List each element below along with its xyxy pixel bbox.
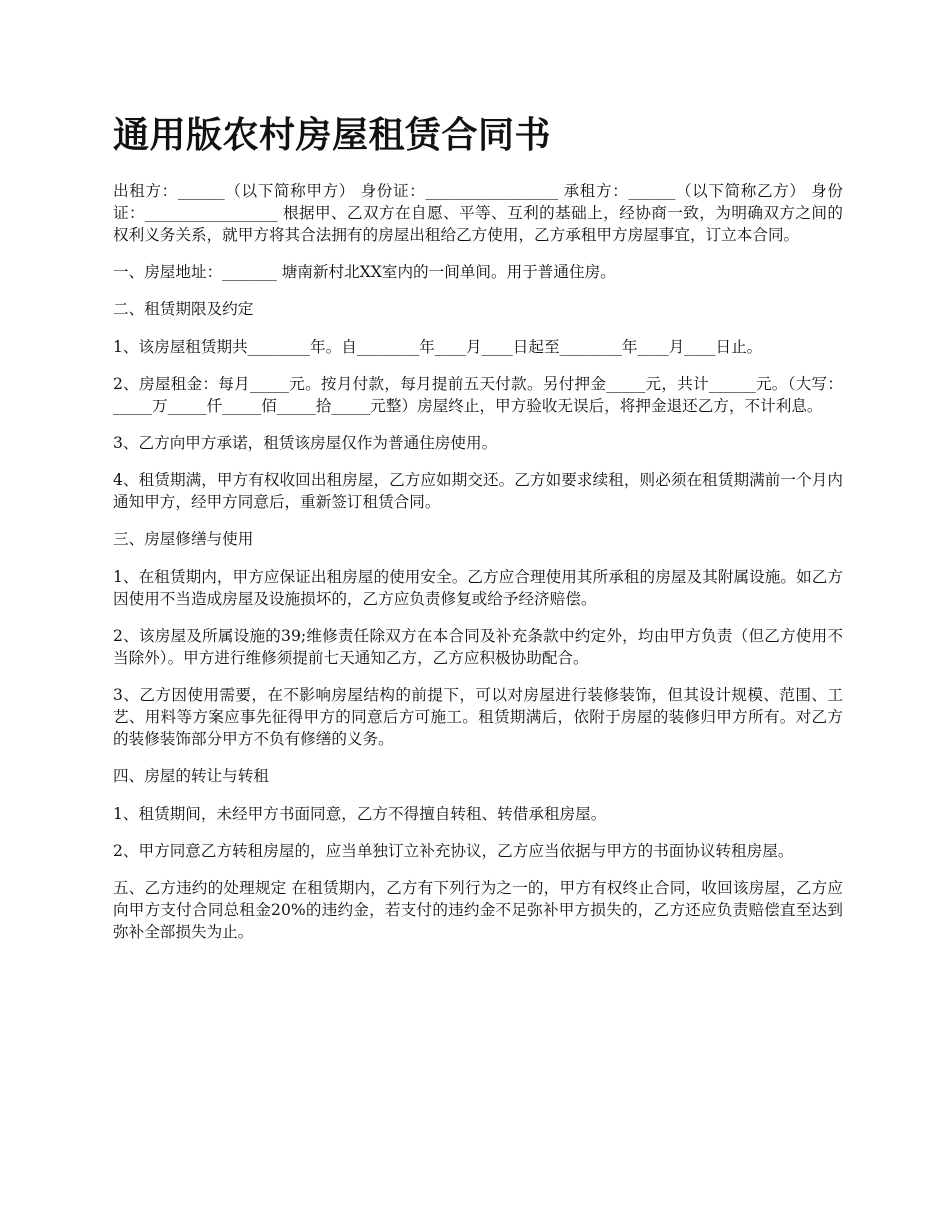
intro-paragraph: 出租方：______（以下简称甲方） 身份证：_________________ 承租方：______（以下简称乙方） 身份证：_________________ 根据甲、乙双方在自愿、平等、互利的基础上，经协商一致，为明确双方之间的权利义务关系，就甲方将其合法拥有的房屋出租给乙方使用，乙方承租甲方房屋事宜，订立本合同。 <box>113 182 843 244</box>
section-3-clause-3: 3、乙方因使用需要，在不影响房屋结构的前提下，可以对房屋进行装修装饰，但其设计规模、范围、工艺、用料等方案应事先征得甲方的同意后方可施工。租赁期满后，依附于房屋的装修归甲方所有。对乙方的装修装饰部分甲方不负有修缮的义务。 <box>113 686 843 748</box>
section-3-clause-1: 1、在租赁期内，甲方应保证出租房屋的使用安全。乙方应合理使用其所承租的房屋及其附属设施。如乙方因使用不当造成房屋及设施损坏的，乙方应负责修复或给予经济赔偿。 <box>113 568 843 608</box>
section-3-heading: 三、房屋修缮与使用 <box>113 530 254 548</box>
section-2-clause-3: 3、乙方向甲方承诺，租赁该房屋仅作为普通住房使用。 <box>113 434 498 452</box>
document-title: 通用版农村房屋租赁合同书 <box>113 115 552 156</box>
section-4-clause-1: 1、租赁期间，未经甲方书面同意，乙方不得擅自转租、转借承租房屋。 <box>113 805 607 823</box>
section-2-clause-4: 4、租赁期满，甲方有权收回出租房屋，乙方应如期交还。乙方如要求续租，则必须在租赁期满前一个月内通知甲方，经甲方同意后，重新签订租赁合同。 <box>113 471 843 511</box>
section-2-clause-2: 2、房屋租金：每月_____元。按月付款，每月提前五天付款。另付押金_____元，共计______元。（大写：_____万_____仟_____佰_____拾_____元整）房屋终止，甲方验收无误后，将押金退还乙方，不计利息。 <box>113 375 843 415</box>
section-4-heading: 四、房屋的转让与转租 <box>113 767 269 785</box>
section-2-heading: 二、租赁期限及约定 <box>113 300 254 318</box>
document-body <box>113 180 843 958</box>
section-2-clause-1: 1、该房屋租赁期共________年。自________年____月____日起至________年____月____日止。 <box>113 338 763 356</box>
section-5-breach-clause: 五、乙方违约的处理规定 在租赁期内，乙方有下列行为之一的，甲方有权终止合同，收回该房屋，乙方应向甲方支付合同总租金20%的违约金，若支付的违约金不足弥补甲方损失的，乙方还应负责赔偿直至达到弥补全部损失为止。 <box>113 879 843 941</box>
section-1-house-address: 一、房屋地址：_______ 塘南新村北XX室内的一间单间。用于普通住房。 <box>113 263 616 281</box>
section-3-clause-2: 2、该房屋及所属设施的39;维修责任除双方在本合同及补充条款中约定外，均由甲方负责（但乙方使用不当除外）。甲方进行维修须提前七天通知乙方，乙方应积极协助配合。 <box>113 627 843 667</box>
section-4-clause-2: 2、甲方同意乙方转租房屋的，应当单独订立补充协议，乙方应当依据与甲方的书面协议转租房屋。 <box>113 842 794 860</box>
